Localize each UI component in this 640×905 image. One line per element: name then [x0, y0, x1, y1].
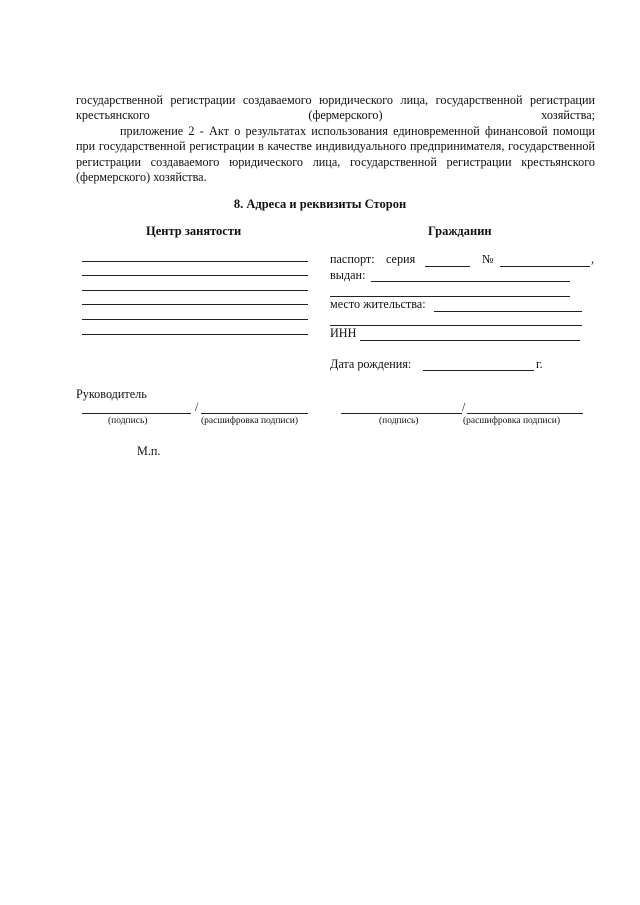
center-address-line[interactable]	[82, 334, 308, 335]
birth-year-suffix: г.	[536, 357, 543, 371]
employment-center-heading: Центр занятости	[146, 224, 242, 238]
birth-date-field[interactable]	[423, 370, 534, 371]
citizen-heading: Гражданин	[428, 224, 492, 238]
head-signature-slash: /	[195, 400, 199, 414]
issued-by-field[interactable]	[371, 281, 570, 282]
passport-comma: ,	[591, 252, 595, 266]
center-address-line[interactable]	[82, 261, 308, 262]
passport-series-field[interactable]	[425, 266, 470, 267]
inn-field[interactable]	[360, 340, 580, 341]
citizen-signature-slash: /	[462, 400, 466, 414]
center-address-line[interactable]	[82, 275, 308, 276]
citizen-decode-caption: (расшифровка подписи)	[463, 416, 560, 426]
center-address-line[interactable]	[82, 304, 308, 305]
passport-series-label: серия	[386, 252, 416, 266]
center-address-line[interactable]	[82, 319, 308, 320]
citizen-signature-decode-field[interactable]	[467, 413, 583, 414]
passport-number-label: №	[482, 252, 494, 266]
issued-label: выдан:	[330, 268, 366, 282]
citizen-signature-caption: (подпись)	[379, 416, 419, 426]
intro-paragraph-2: приложение 2 - Акт о результатах использования единовременной финансовой помощи при государственной регистрации в качестве индивидуального предпринимателя, государственной регистрации создаваемого юридического лица, государственной регистрации крестьянского (фермерского) хозяйства.	[76, 124, 595, 185]
residence-label: место жительства:	[330, 297, 426, 311]
residence-field[interactable]	[434, 311, 582, 312]
passport-label: паспорт:	[330, 252, 375, 266]
citizen-signature-field[interactable]	[341, 413, 462, 414]
inn-label: ИНН	[330, 326, 357, 340]
head-signature-decode-field[interactable]	[201, 413, 308, 414]
birth-date-label: Дата рождения:	[330, 357, 412, 371]
passport-number-field[interactable]	[500, 266, 590, 267]
residence-field-continued[interactable]	[330, 325, 582, 326]
section-title: 8. Адреса и реквизиты Сторон	[233, 197, 407, 211]
head-signature-caption: (подпись)	[108, 416, 148, 426]
head-signature-field[interactable]	[82, 413, 191, 414]
center-address-line[interactable]	[82, 290, 308, 291]
head-decode-caption: (расшифровка подписи)	[201, 416, 298, 426]
head-title: Руководитель	[76, 387, 147, 401]
stamp-place-label: М.п.	[137, 444, 161, 458]
intro-paragraph-1: государственной регистрации создаваемого юридического лица, государственной регистрации крестьянского (фермерского) хозяйства;	[76, 93, 595, 123]
